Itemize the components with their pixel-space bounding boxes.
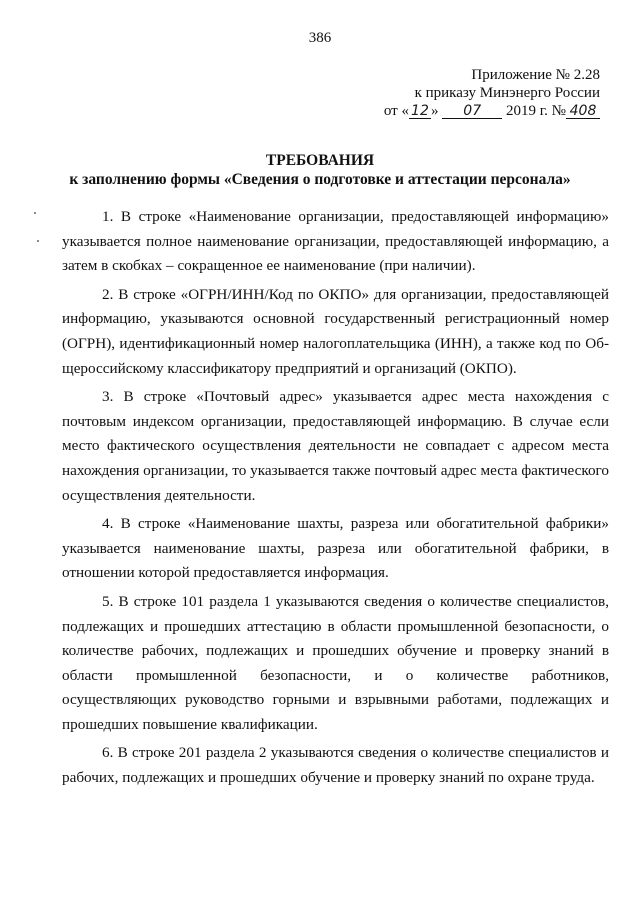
handwritten-order-number: 408 bbox=[566, 104, 600, 119]
handwritten-day: 12 bbox=[409, 104, 431, 119]
paragraph-1: 1. В строке «Наименование организации, предоставляющей информацию» указывается полное наименование организации, предоставляющей информацию, а затем в скобках – сокращенное ее наименование (при наличии). bbox=[62, 208, 609, 275]
paragraph-4: 4. В строке «Наименование шахты, разреза или обогатительной фабрики» указывается наименование шахты, разреза или обогатительной фабрики, в отношении которой предоставляется информация. bbox=[62, 515, 609, 582]
scan-speck bbox=[34, 212, 36, 214]
paragraph-6: 6. В строке 201 раздела 2 указываются сведения о количестве специалистов и рабочих, подлежащих и прошедших обучение и проверку знаний по охране труда. bbox=[62, 744, 609, 787]
handwritten-month: 07 bbox=[442, 104, 502, 119]
heading-title: ТРЕБОВАНИЯ bbox=[265, 152, 375, 169]
document-heading bbox=[0, 151, 640, 189]
appendix-title: Приложение № 2.28 bbox=[471, 67, 600, 83]
paragraph-5: 5. В строке 101 раздела 1 указываются сведения о количестве специалистов, подлежащих и прошедших аттестацию в области промышленной безопасности, о количестве рабочих, подлежащих и прошедших обучение и проверку знаний в области промышленной безопасности, и о количестве работников, осуществляющих руководство горными и взрывными работами, подлежащих и прошедших повышение квалификации. bbox=[62, 592, 609, 733]
date-quote-close: » bbox=[430, 103, 439, 119]
document-body bbox=[62, 205, 609, 791]
appendix-block bbox=[384, 66, 600, 120]
paragraph-3: 3. В строке «Почтовый адрес» указывается адрес места нахождения с почтовым индексом организации, предоставляющей информацию. В случае если место фактического осуществления деятельности не совпадает с адресом места нахождения организации, то указывается также почтовый адрес места фактического осуществления деятельности. bbox=[62, 388, 609, 504]
heading-subtitle: к заполнению формы «Сведения о подготовке и аттестации персонала» bbox=[69, 171, 571, 188]
year-and-number-label: 2019 г. № bbox=[505, 103, 566, 119]
paragraph-2: 2. В строке «ОГРН/ИНН/Код по ОКПО» для организации, предоставляющей информацию, указываются основной государственный регистрационный номер (ОГРН), идентификационный номер налогоплательщика (ИНН), а также код по Общероссийскому классификатору предприятий и организаций (ОКПО). bbox=[62, 285, 609, 377]
date-prefix: от « bbox=[383, 103, 409, 119]
appendix-date-line bbox=[384, 102, 600, 120]
scan-speck bbox=[37, 240, 39, 242]
page-number: 386 bbox=[308, 30, 332, 46]
appendix-order-ref: к приказу Минэнерго России bbox=[414, 85, 600, 101]
